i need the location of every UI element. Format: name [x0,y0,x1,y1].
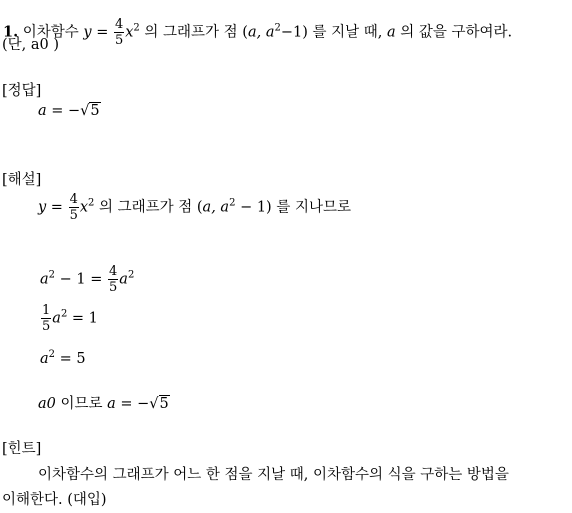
solution-s1-pc: − 1) [240,199,272,216]
solution-eq-3 [40,350,86,367]
concl-lhs: a = − [107,396,150,412]
solution-s1-exp: 2 [88,197,95,209]
problem-point-c: −1) [280,24,308,41]
problem-number: 1. [3,23,19,41]
hint-line-1: 이차함수의 그래프가 어느 한 점을 지날 때, 이차함수의 식을 구하는 방법을 [38,467,509,483]
eq1-exp: 2 [48,269,56,281]
solution-s1-text: 의 그래프가 점 ( [99,199,203,216]
solution-line-1 [38,193,351,222]
answer-sqrt: √5 [80,103,100,119]
solution-heading: [해설] [2,172,42,188]
problem-eq-lhs: y = [83,24,109,41]
problem-statement [3,18,512,47]
eq2-var: a [52,310,61,327]
problem-text-a: 이차함수 [22,24,79,41]
eq3-var: a [40,351,49,367]
problem-point-a: a, [247,24,262,41]
problem-condition: (단, a0 ) [2,37,60,53]
problem-point-b: a [265,24,275,41]
solution-s1-lhs: y = [38,199,63,216]
solution-s1-pb-exp: 2 [229,197,236,209]
eq1-fraction: $\frac{4}{5}$ [109,264,118,295]
answer-line [38,104,101,119]
eq2-exp: 2 [60,308,68,320]
eq1-lhs: a [40,271,49,288]
answer-lhs: a = − [38,103,81,119]
eq2-rhs: = 1 [71,310,98,327]
eq2-fraction: $\frac{1}{5}$ [42,303,51,334]
eq3-rhs: = 5 [59,351,86,367]
problem-text-b: 의 그래프가 점 ( [144,24,248,41]
eq1-rhs: a [119,271,128,288]
concl-text: 이므로 [60,396,103,412]
concl-a: a0 [38,396,56,412]
answer-heading: [정답] [2,83,42,99]
solution-eq-1 [40,265,134,294]
problem-text-e: 의 값을 구하여라. [400,24,513,41]
eq3-exp: 2 [48,349,56,360]
solution-s1-tail: 를 지나므로 [276,199,351,216]
problem-eq-var: x [125,24,134,41]
concl-sqrt: √5 [149,396,169,412]
solution-s1-fraction: $\frac{4}{5}$ [69,192,78,223]
problem-eq-exp: 2 [133,22,140,34]
problem-point-b-exp: 2 [274,22,281,34]
solution-conclusion [38,397,170,412]
solution-s1-pa: a, [202,199,216,216]
problem-fraction: $\frac{4}{5}$ [114,17,124,48]
eq1-mid: − 1 = [59,271,103,288]
hint-heading: [힌트] [2,441,42,457]
solution-eq-2 [40,304,98,333]
problem-text-c: 를 지날 때, [312,24,383,41]
eq1-rhs-exp: 2 [127,269,135,281]
solution-s1-pb: a [220,199,230,216]
solution-s1-var: x [79,199,89,216]
hint-line-2: 이해한다. (대입) [2,492,107,508]
problem-text-d: a [386,24,396,41]
